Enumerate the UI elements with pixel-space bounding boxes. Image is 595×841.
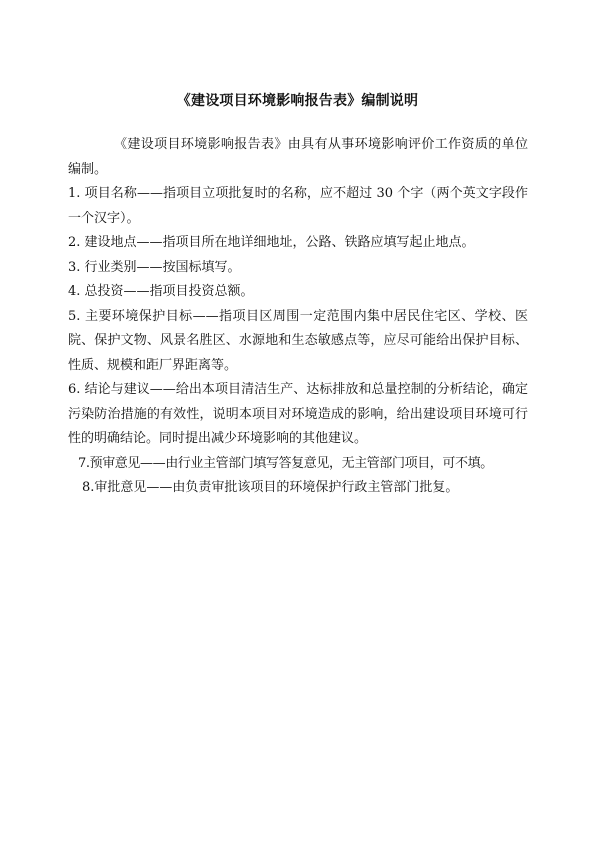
item-project-name: 1. 项目名称——指项目立项批复时的名称，应不超过 30 个字（两个英文字段作一个汉字）。 xyxy=(68,186,528,226)
item-construction-site: 2. 建设地点——指项目所在地详细地址，公路、铁路应填写起止地点。 xyxy=(68,235,475,250)
item-conclusions: 6. 结论与建议——给出本项目清洁生产、达标排放和总量控制的分析结论，确定污染防治措施的有效性，说明本项目对环境造成的影响，给出建设项目环境可行性的明确结论。同时提出减少环境影响的其他建议。 xyxy=(68,382,528,446)
document-body xyxy=(68,133,528,501)
item-pre-review-opinion: 7.预审意见——由行业主管部门填写答复意见，无主管部门项目，可不填。 xyxy=(78,455,493,471)
document-title: 《建设项目环境影响报告表》编制说明 xyxy=(176,93,419,109)
intro-paragraph: 《建设项目环境影响报告表》由具有从事环境影响评价工作资质的单位编制。 xyxy=(68,137,528,177)
item-industry-category: 3. 行业类别——按国标填写。 xyxy=(68,259,241,275)
item-approval-opinion: 8.审批意见——由负责审批该项目的环境保护行政主管部门批复。 xyxy=(82,480,459,495)
item-protection-targets: 5. 主要环境保护目标——指项目区周围一定范围内集中居民住宅区、学校、医院、保护文物、风景名胜区、水源地和生态敏感点等，应尽可能给出保护目标、性质、规模和距厂界距离等。 xyxy=(68,308,528,373)
item-total-investment: 4. 总投资——指项目投资总额。 xyxy=(68,284,254,299)
